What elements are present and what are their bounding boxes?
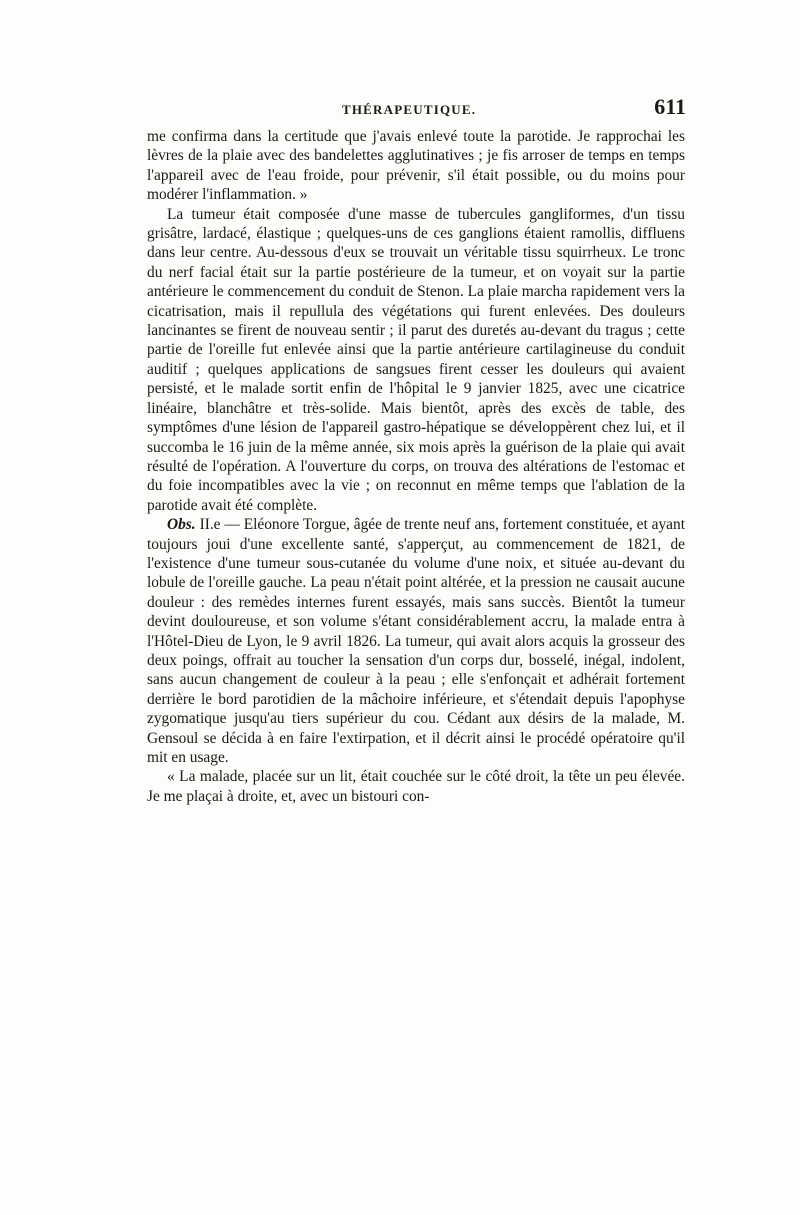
running-head: THÉRAPEUTIQUE. xyxy=(342,102,477,117)
observation-paragraph xyxy=(147,515,685,767)
page-header xyxy=(146,94,686,124)
body-text xyxy=(147,127,685,806)
observation-label: Obs. xyxy=(167,516,196,534)
paragraph: « La malade, placée sur un lit, était couchée sur le côté droit, la tête un peu élevée. Je me plaçai à droite, et, avec un bistouri con- xyxy=(147,768,685,805)
paragraph: me confirma dans la certitude que j'avais enlevé toute la parotide. Je rapprochai les lèvres de la plaie avec des bandelettes agglutinatives ; je fis arroser de temps en temps l'appareil avec de l'eau froide, pour prévenir, s'il était possible, ou du moins pour modérer l'inflammation. » xyxy=(147,128,685,204)
observation-text: II.e — Eléonore Torgue, âgée de trente neuf ans, fortement constituée, et ayant toujours joui d'une excellente santé, s'apperçut, au commencement de 1821, de l'existence d'une tumeur sous-cutanée du volume d'une noix, et située au-devant du lobule de l'oreille gauche. La peau n'était point altérée, et la pression ne causait aucune douleur : des remèdes internes furent essayés, mais sans succès. Bientôt la tumeur devint douloureuse, et son volume s'étant considérablement accru, la malade entra à l'Hôtel-Dieu de Lyon, le 9 avril 1826. La tumeur, qui avait alors acquis la grosseur des deux poings, offrait au toucher la sensation d'un corps dur, bosselé, inégal, indolent, sans aucun changement de couleur à la peau ; elle s'enfonçait et adhérait fortement derrière le bord parotidien de la mâchoire inférieure, et s'étendait depuis l'apophyse zygomatique jusqu'au tiers supérieur du cou. Cédant aux désirs de la malade, M. Gensoul se décida à en faire l'extirpation, et il décrit ainsi le procédé opératoire qu'il mit en usage. xyxy=(147,516,685,766)
page-number: 611 xyxy=(654,94,686,119)
paragraph: La tumeur était composée d'une masse de tubercules gangliformes, d'un tissu grisâtre, lardacé, élastique ; quelques-uns de ces ganglions étaient ramollis, diffluens dans leur centre. Au-dessous d'eux se trouvait un véritable tissu squirrheux. Le tronc du nerf facial était sur la partie postérieure de la tumeur, et on voyait sur la partie antérieure le commencement du conduit de Stenon. La plaie marcha rapidement vers la cicatrisation, mais il repullula des végétations qui furent enlevées. Des douleurs lancinantes se firent de nouveau sentir ; il parut des duretés au-devant du tragus ; cette partie de l'oreille fut enlevée ainsi que la partie antérieure cartilagineuse du conduit auditif ; quelques applications de sangsues firent cesser les douleurs qui avaient persisté, et le malade sortit enfin de l'hôpital le 9 janvier 1825, avec une cicatrice linéaire, blanchâtre et très-solide. Mais bientôt, après des excès de table, des symptômes d'une lésion de l'appareil gastro-hépatique se développèrent chez lui, et il succomba le 16 juin de la même année, six mois après la guérison de la plaie qui avait résulté de l'opération. A l'ouverture du corps, on trouva des altérations de l'estomac et du foie incompatibles avec la vie ; on reconnut en même temps que l'ablation de la parotide avait été complète. xyxy=(147,205,685,514)
